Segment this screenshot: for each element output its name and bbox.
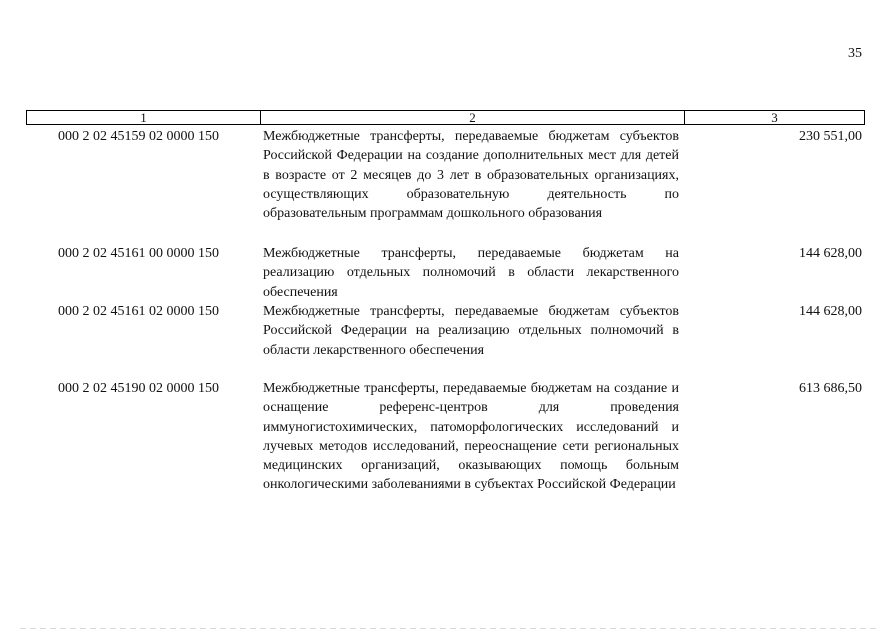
page-number: 35 [848, 46, 862, 61]
budget-code: 000 2 02 45161 00 0000 150 [58, 246, 219, 261]
row-amount: 144 628,00 [799, 304, 862, 319]
scan-artifact-line [20, 628, 880, 629]
budget-code: 000 2 02 45159 02 0000 150 [58, 129, 219, 144]
table-header-row [26, 110, 865, 125]
row-description: Межбюджетные трансферты, передаваемые бюджетам на реализацию отдельных полномочий в области лекарственного обеспечения [263, 246, 679, 300]
column-header-1: 1 [27, 111, 261, 124]
row-amount: 230 551,00 [799, 129, 862, 144]
row-description: Межбюджетные трансферты, передаваемые бюджетам субъектов Российской Федерации на создание дополнительных мест для детей в возрасте от 2 месяцев до 3 лет в образовательных организациях, осуществляющих образовательную деятельность по образовательным программам дошкольного образования [263, 129, 679, 222]
budget-code: 000 2 02 45161 02 0000 150 [58, 304, 219, 319]
column-header-3: 3 [771, 110, 778, 125]
row-amount: 613 686,50 [799, 381, 862, 396]
row-description: Межбюджетные трансферты, передаваемые бюджетам на создание и оснащение референс-центров для проведения иммуногистохимических, патоморфологических исследований и лучевых методов исследований, переоснащение сети региональных медицинских организаций, оказывающих помощь больным онкологическими заболеваниями в субъектах Российской Федерации [263, 381, 679, 493]
column-header-2: 2 [261, 111, 685, 124]
row-description: Межбюджетные трансферты, передаваемые бюджетам субъектов Российской Федерации на реализацию отдельных полномочий в области лекарственного обеспечения [263, 304, 679, 358]
row-amount: 144 628,00 [799, 246, 862, 261]
budget-code: 000 2 02 45190 02 0000 150 [58, 381, 219, 396]
